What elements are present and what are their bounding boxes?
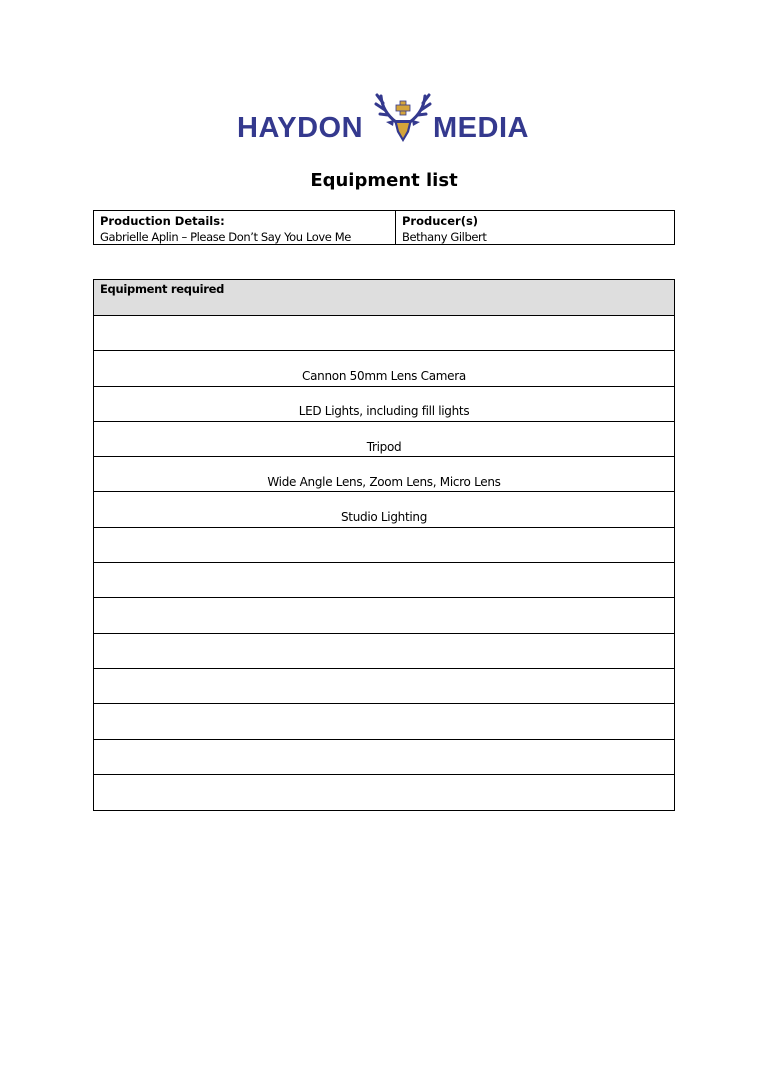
table-row	[94, 775, 674, 810]
stag-icon	[372, 92, 434, 144]
brand-name-left: HAYDON	[237, 112, 364, 144]
producer-value: Bethany Gilbert	[402, 230, 487, 244]
table-row	[94, 704, 674, 739]
table-row	[94, 563, 674, 598]
table-row	[94, 669, 674, 704]
equipment-table	[93, 279, 675, 811]
table-row: Wide Angle Lens, Zoom Lens, Micro Lens	[94, 457, 674, 492]
page-title: Equipment list	[310, 170, 458, 191]
production-details-value: Gabrielle Aplin – Please Don’t Say You Love Me	[100, 230, 351, 244]
equipment-table-header: Equipment required	[94, 280, 674, 316]
table-row: LED Lights, including fill lights	[94, 387, 674, 422]
table-row	[94, 528, 674, 563]
table-row	[94, 316, 674, 351]
company-logo	[0, 92, 768, 152]
production-details-table	[93, 210, 675, 245]
table-row: Tripod	[94, 422, 674, 457]
producer-cell	[396, 211, 674, 244]
production-details-cell	[94, 211, 396, 244]
table-row: Studio Lighting	[94, 492, 674, 527]
brand-name-right: MEDIA	[433, 112, 529, 144]
table-row	[94, 598, 674, 633]
table-row: Cannon 50mm Lens Camera	[94, 351, 674, 386]
table-row	[94, 740, 674, 775]
table-row	[94, 634, 674, 669]
producer-label: Producer(s)	[402, 214, 479, 228]
production-details-label: Production Details:	[100, 214, 225, 228]
